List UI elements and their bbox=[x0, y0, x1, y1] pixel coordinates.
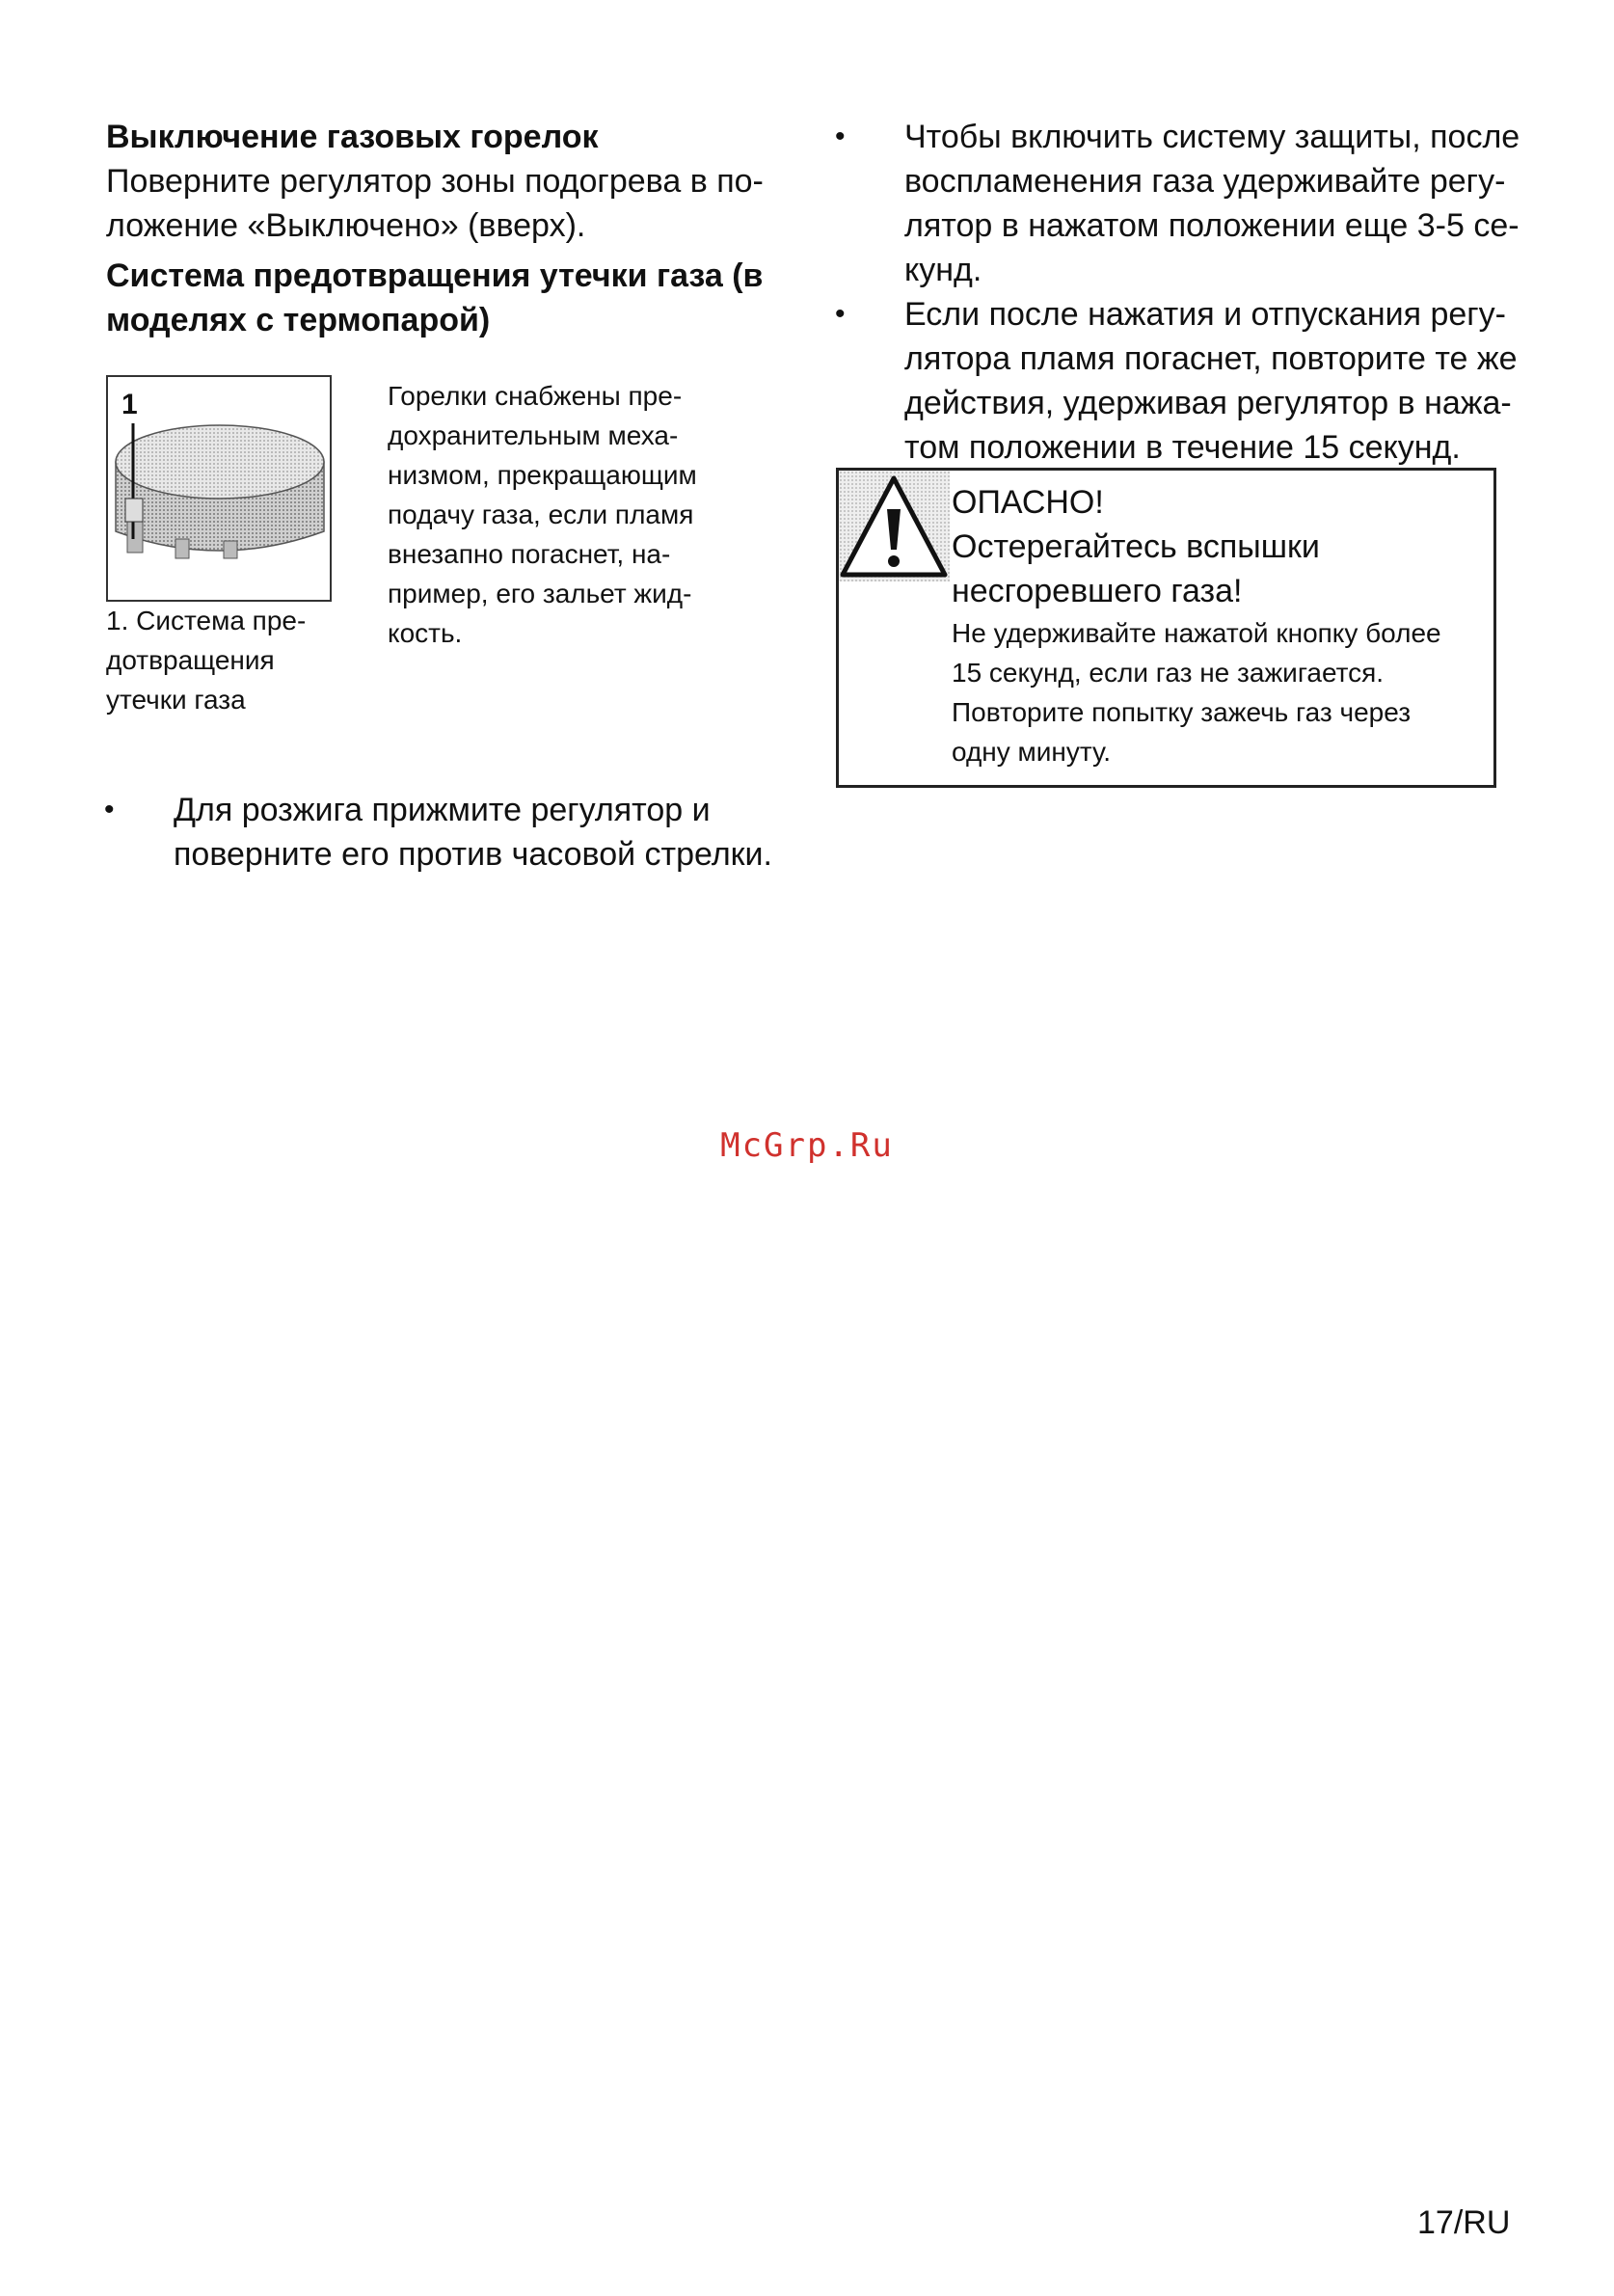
thermocouple-figure bbox=[106, 375, 332, 602]
bullet-marker: • bbox=[104, 794, 115, 825]
warning-triangle-icon bbox=[839, 471, 950, 581]
section-heading-burners-off: Выключение газовых горелок bbox=[106, 119, 599, 155]
figure-side-text: Горелки снабжены пре- дохранительным меха- низмом, прекращающим подачу газа, если пламя внезапно погаснет, на- пример, его зальет жид- кость. bbox=[388, 381, 697, 648]
page-number: 17/RU bbox=[1417, 2204, 1511, 2241]
bullet-protection-system: Чтобы включить систему защиты, после воспламенения газа удерживайте регу- лятор в нажатом положении еще 3-5 се- кунд. bbox=[904, 119, 1520, 288]
bullet-marker: • bbox=[835, 298, 846, 330]
watermark: McGrp.Ru bbox=[720, 1126, 894, 1165]
bullet-flame-out: Если после нажатия и отпускания регу- лятора пламя погаснет, повторите те же действия, удерживая регулятор в нажа- том положении в течение 15 секунд. bbox=[904, 296, 1518, 466]
bullet-ignition: Для розжига прижмите регулятор и поверните его против часовой стрелки. bbox=[174, 792, 772, 873]
warning-title: ОПАСНО! bbox=[952, 484, 1104, 521]
paragraph-burners-off: Поверните регулятор зоны подогрева в по- ложение «Выключено» (вверх). bbox=[106, 163, 764, 244]
burner-illustration bbox=[108, 377, 330, 600]
figure-caption: 1. Система пре- дотвращения утечки газа bbox=[106, 606, 307, 715]
bullet-marker: • bbox=[835, 121, 846, 152]
warning-text: ОПАСНО! Остерегайтесь вспышки несгоревшего газа! Не удерживайте нажатой кнопку более 15 секунд, если газ не зажигается. Повторите попытку зажечь газ через одну минуту. bbox=[952, 480, 1492, 771]
section-heading-gas-leak: Система предотвращения утечки газа (в моделях с термопарой) bbox=[106, 257, 764, 338]
danger-warning-box bbox=[836, 468, 1496, 788]
figure-callout-number: 1 bbox=[121, 389, 138, 420]
